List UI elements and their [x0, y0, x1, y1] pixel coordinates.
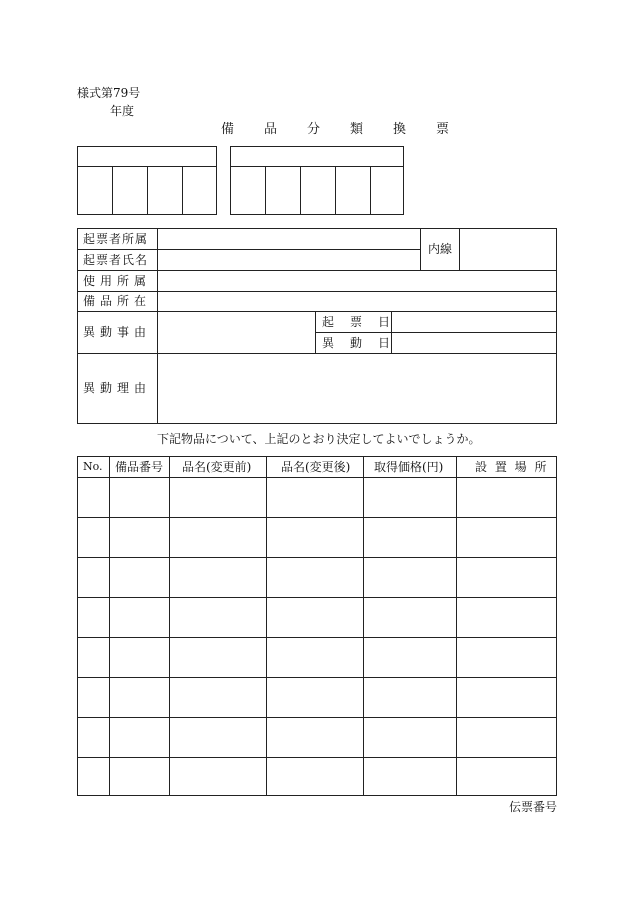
- column-header: No.: [83, 460, 103, 473]
- column-header: 備品番号: [115, 460, 164, 474]
- extension-label: 内線: [428, 242, 453, 256]
- form-number: 様式第79号: [77, 86, 141, 100]
- location-label: 備品所在: [83, 294, 152, 308]
- request-text: 下記物品について、上記のとおり決定してよいでしょうか。: [157, 432, 481, 446]
- issue-date-label: 起 票 日: [322, 315, 393, 329]
- column-header: 品名(変更後): [281, 460, 351, 474]
- column-header: 設 置 場 所: [475, 460, 549, 474]
- reason-label: 異動理由: [83, 381, 152, 395]
- reason-type-label: 異動事由: [83, 325, 152, 339]
- dept-label: 起票者所属: [83, 232, 149, 246]
- transfer-date-label: 異 動 日: [322, 336, 393, 350]
- use-dept-label: 使用所属: [83, 274, 152, 288]
- name-label: 起票者氏名: [83, 253, 149, 267]
- column-header: 取得価格(円): [374, 460, 444, 474]
- fiscal-year-label: 年度: [110, 104, 135, 118]
- column-header: 品名(変更前): [182, 460, 252, 474]
- document-title: 備品分類換票: [221, 122, 480, 137]
- slip-number-label: 伝票番号: [509, 800, 558, 814]
